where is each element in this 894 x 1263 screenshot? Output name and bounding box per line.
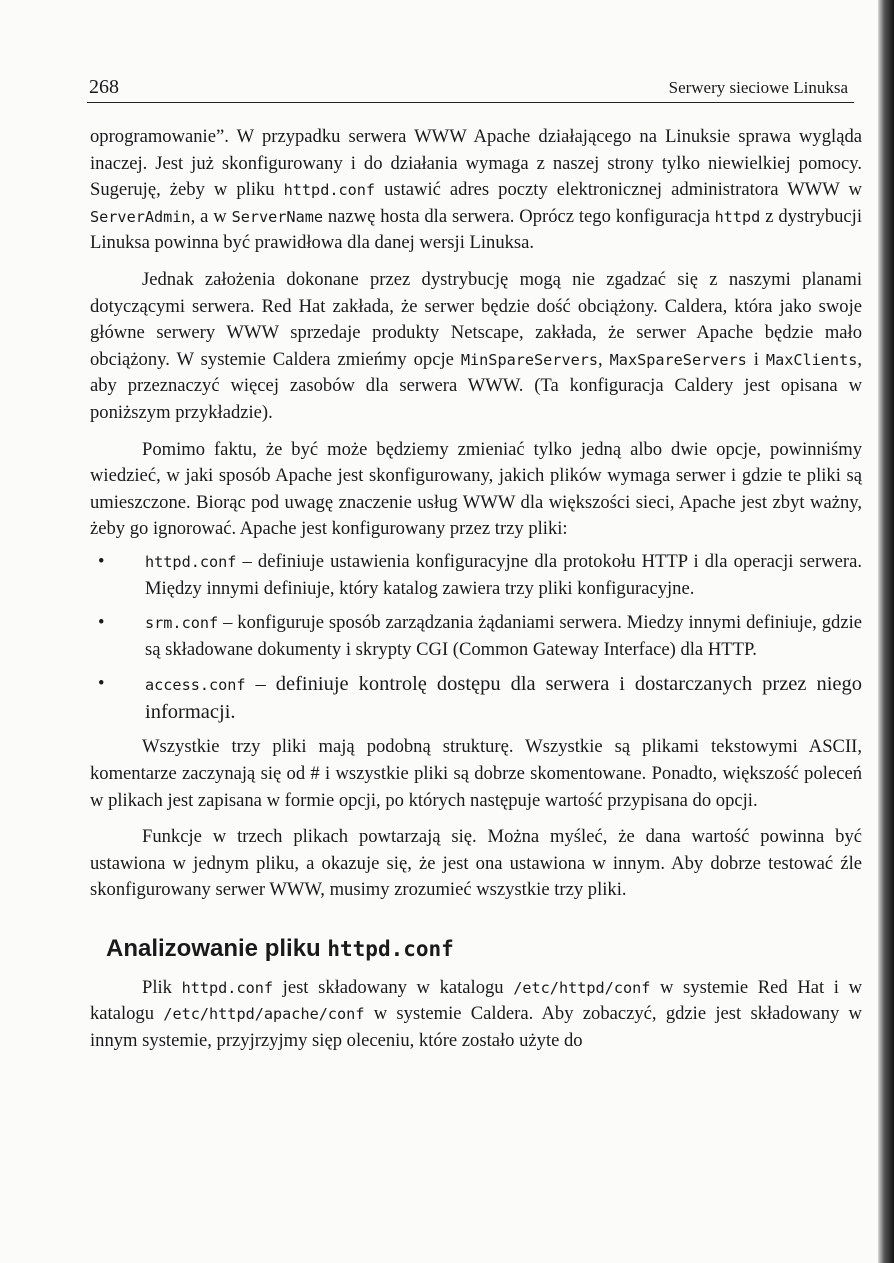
inline-code: httpd.conf: [181, 978, 274, 997]
paragraph-1: oprogramowanie”. W przypadku serwera WWW Apache działającego na Linuksie sprawa wygląda inaczej. Jest już skonfigurowany i do działania wymaga z naszej strony tylko niewielkiej pomocy. Sugeruję, żeby w pliku httpd.conf ustawić adres poczty elektronicznej administratora WWW w ServerAdmin, a w ServerName nazwę hosta dla serwera. Oprócz tego konfiguracja httpd z dystrybucji Linuksa powinna być prawidłowa dla danej wersji Linuksa.: [90, 126, 862, 254]
paragraph-5: Funkcje w trzech plikach powtarzają się. Można myśleć, że dana wartość powinna być ustawiona w jednym pliku, a okazuje się, że jest ona ustawiona w innym. Aby dobrze testować źle skonfigurowany serwer WWW, musimy zrozumieć wszystkie trzy pliki.: [90, 826, 862, 901]
bullet-icon: •: [98, 612, 105, 634]
paragraph-3: Pomimo faktu, że być może będziemy zmieniać tylko jedną albo dwie opcje, powinniśmy wiedzieć, w jaki sposób Apache jest skonfigurowany, jakich plików wymaga serwer i gdzie te pliki są umieszczone. Biorąc pod uwagę znaczenie usług WWW dla większości sieci, Apache jest zbyt ważny, żeby go ignorować. Apache jest konfigurowany przez trzy pliki:: [90, 438, 862, 540]
page-header: [87, 74, 854, 103]
running-title: Serwery sieciowe Linuksa: [668, 78, 848, 97]
inline-code: ServerName: [231, 207, 323, 226]
page-edge-shadow: [878, 0, 894, 1263]
list-item: • httpd.conf – definiuje ustawienia konfiguracyjne dla protokołu HTTP i dla operacji serwera. Między innymi definiuje, który katalog zawiera trzy pliki konfiguracyjne.: [98, 550, 862, 599]
list-item: • srm.conf – konfiguruje sposób zarządzania żądaniami serwera. Miedzy innymi definiuje, gdzie są składowane dokumenty i skrypty CGI (Common Gateway Interface) dla HTTP.: [98, 612, 862, 660]
inline-code: /etc/httpd/conf: [513, 978, 651, 997]
inline-code: ServerAdmin: [90, 207, 191, 226]
inline-code: httpd.conf: [145, 552, 237, 571]
page-number: 268: [89, 76, 119, 98]
inline-code: httpd.conf: [283, 181, 376, 200]
inline-code: MaxSpareServers: [609, 350, 747, 369]
section-heading: Analizowanie pliku httpd.conf: [106, 935, 454, 963]
page-body: [90, 124, 862, 1054]
config-files-list: [90, 549, 862, 727]
paragraph-2: Jednak założenia dokonane przez dystrybucję mogą nie zgadzać się z naszymi planami dotyczącymi serwera. Red Hat zakłada, że serwer będzie dość obciążony. Caldera, która jako swoje główne serwery WWW sprzedaje produkty Netscape, zakłada, że serwer Apache będzie mało obciążony. W systemie Caldera zmieńmy opcje MinSpareServers, MaxSpareServers i MaxClients, aby przeznaczyć więcej zasobów dla serwera WWW. (Ta konfiguracja Caldery jest opisana w poniższym przykładzie).: [90, 268, 863, 423]
inline-code: access.conf: [145, 676, 246, 695]
inline-code: MaxClients: [765, 350, 858, 369]
paragraph-6: Plik httpd.conf jest składowany w katalogu /etc/httpd/conf w systemie Red Hat i w katalogu /etc/httpd/apache/conf w systemie Caldera. Aby zobaczyć, gdzie jest składowany w innym systemie, przyjrzyjmy sięp oleceniu, które zostało użyte do: [90, 976, 862, 1051]
inline-code: httpd: [714, 207, 761, 226]
inline-code: /etc/httpd/apache/conf: [163, 1005, 365, 1024]
inline-code: srm.conf: [145, 614, 219, 633]
inline-code: MinSpareServers: [460, 350, 599, 369]
paragraph-4: Wszystkie trzy pliki mają podobną strukturę. Wszystkie są plikami tekstowymi ASCII, komentarze zaczynają się od # i wszystkie pliki są dobrze skomentowane. Ponadto, większość poleceń w plikach jest zapisana w formie opcji, po których następuje wartość przypisana do opcji.: [90, 736, 862, 811]
bullet-icon: •: [98, 550, 105, 572]
bullet-icon: •: [98, 673, 105, 695]
list-item: • access.conf – definiuje kontrolę dostępu dla serwera i dostarczanych przez niego informacji.: [98, 673, 862, 723]
